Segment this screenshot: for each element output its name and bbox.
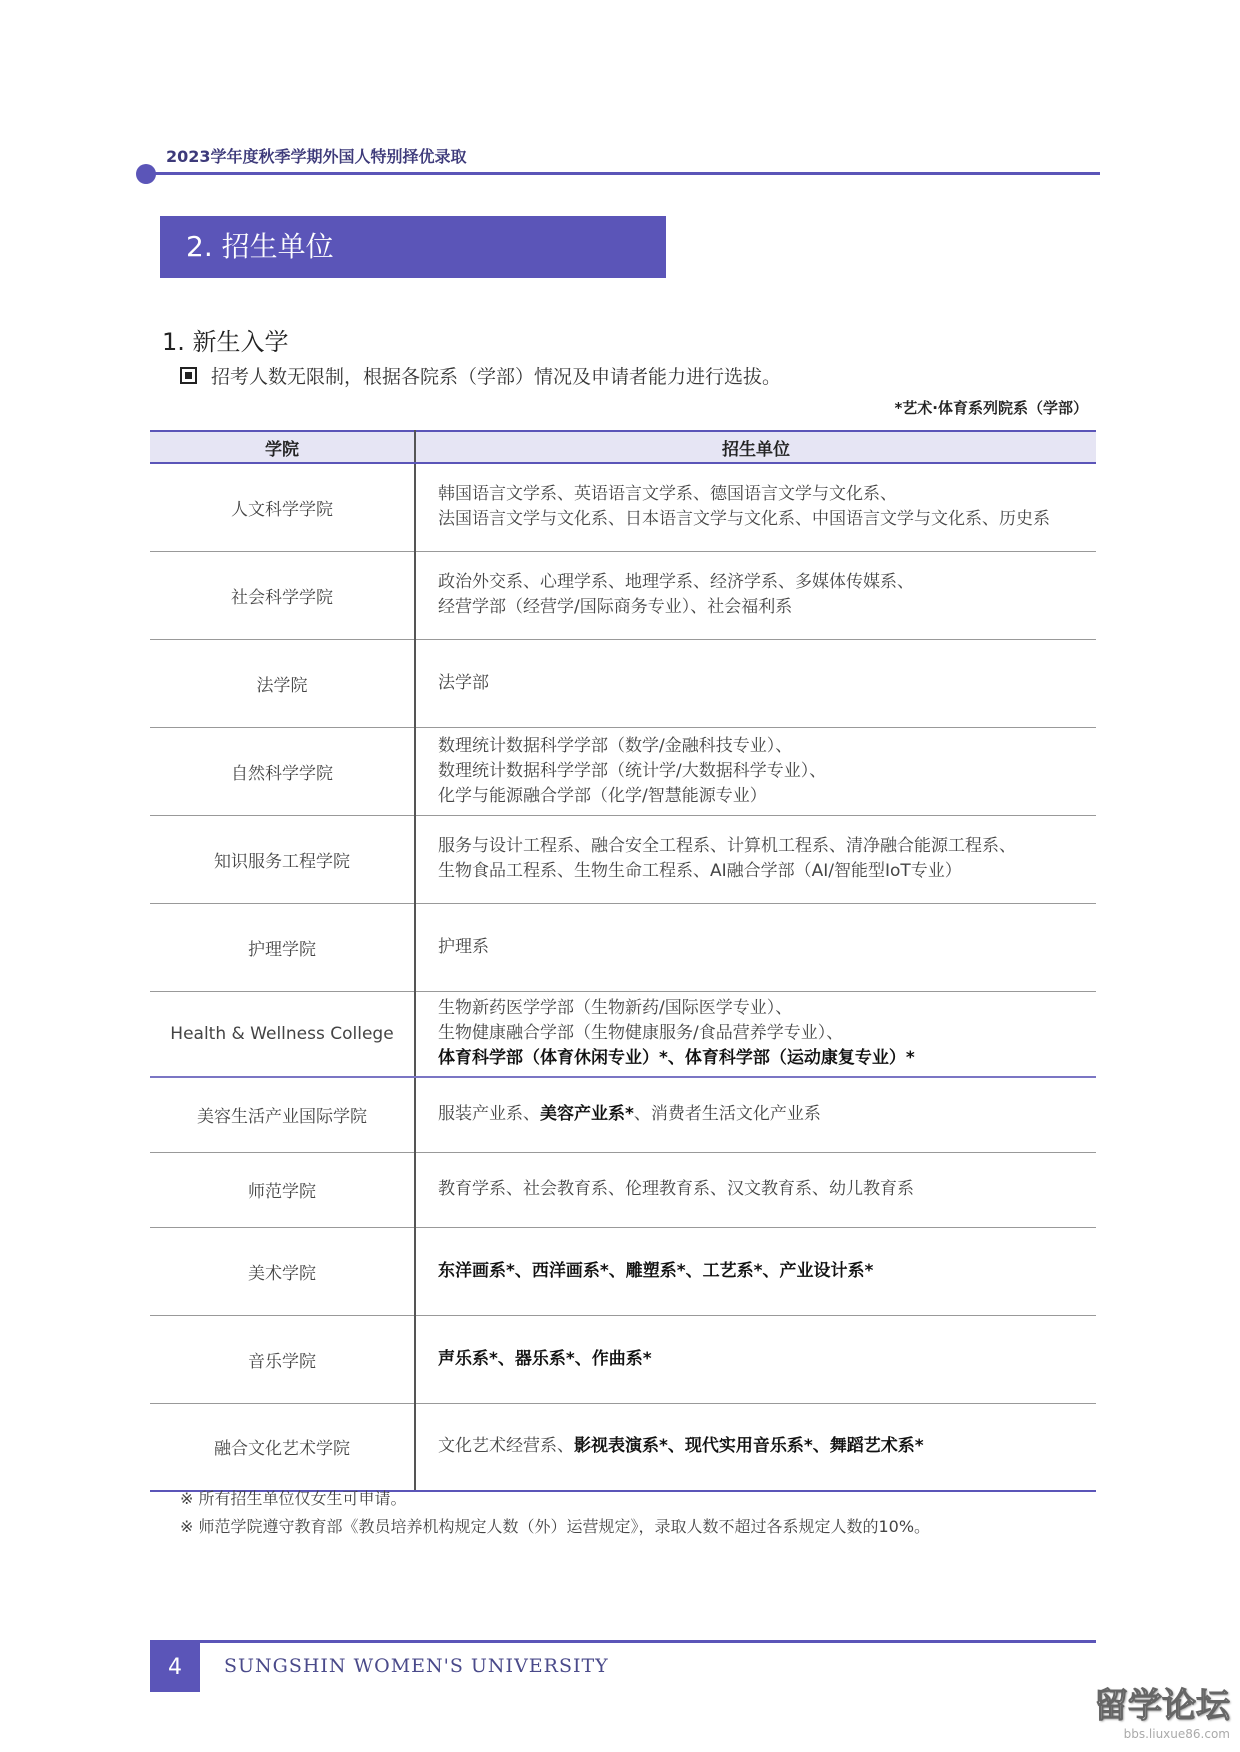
unit-text-art-sports: 声乐系*、器乐系*、作曲系* bbox=[438, 1348, 652, 1369]
college-cell: 自然科学学院 bbox=[150, 727, 415, 815]
unit-line bbox=[438, 1046, 1096, 1071]
header-rule bbox=[150, 172, 1100, 175]
art-sports-legend: *艺术·体育系列院系（学部） bbox=[894, 399, 1088, 417]
college-cell: Health & Wellness College bbox=[150, 991, 415, 1077]
units-cell bbox=[415, 1152, 1096, 1227]
unit-text: 服务与设计工程系、融合安全工程系、计算机工程系、清净融合能源工程系、 bbox=[438, 836, 1016, 856]
unit-text: 文化艺术经营系、 bbox=[438, 1436, 574, 1457]
square-bullet-icon bbox=[180, 367, 197, 384]
unit-line bbox=[438, 570, 1096, 595]
unit-text: 法学部 bbox=[438, 672, 489, 693]
unit-text: 化学与能源融合学部（化学/智慧能源专业） bbox=[438, 785, 767, 806]
table-row bbox=[150, 639, 1096, 727]
unit-text: 数理统计数据科学学部（数学/金融科技专业）、 bbox=[438, 735, 793, 756]
units-cell bbox=[415, 1077, 1096, 1152]
unit-line bbox=[438, 834, 1096, 859]
running-header-title: 2023学年度秋季学期外国人特别择优录取 bbox=[166, 147, 467, 166]
column-header-college: 学院 bbox=[150, 431, 415, 463]
unit-text: 韩国语言文学系、英语语言文学系、德国语言文学与文化系、 bbox=[438, 484, 897, 505]
unit-line bbox=[438, 671, 1096, 696]
unit-line bbox=[438, 859, 1096, 884]
college-cell: 师范学院 bbox=[150, 1152, 415, 1227]
column-header-units: 招生单位 bbox=[415, 431, 1096, 463]
table-row bbox=[150, 1403, 1096, 1491]
college-cell: 知识服务工程学院 bbox=[150, 815, 415, 903]
units-cell bbox=[415, 1403, 1096, 1491]
selection-note bbox=[180, 362, 781, 389]
unit-text: 生物健康融合学部（生物健康服务/食品营养学专业）、 bbox=[438, 1023, 844, 1044]
unit-line bbox=[438, 507, 1096, 532]
unit-line bbox=[438, 734, 1096, 759]
watermark-logo bbox=[1070, 1678, 1230, 1742]
units-cell bbox=[415, 1227, 1096, 1315]
unit-line bbox=[438, 482, 1096, 507]
table-row bbox=[150, 727, 1096, 815]
watermark-text: 留学论坛 bbox=[1094, 1686, 1230, 1726]
college-cell: 音乐学院 bbox=[150, 1315, 415, 1403]
unit-line bbox=[438, 1434, 1096, 1459]
unit-text: 服装产业系、 bbox=[438, 1104, 540, 1125]
unit-text-art-sports: 美容产业系* bbox=[540, 1104, 634, 1125]
units-cell bbox=[415, 815, 1096, 903]
unit-text: 、消费者生活文化产业系 bbox=[633, 1104, 821, 1125]
table-row bbox=[150, 991, 1096, 1077]
unit-text: 法国语言文学与文化系、日本语言文学与文化系、中国语言文学与文化系、历史系 bbox=[438, 509, 1050, 530]
unit-text: 数理统计数据科学学部（统计学/大数据科学专业）、 bbox=[438, 760, 827, 781]
units-cell bbox=[415, 463, 1096, 551]
table-row bbox=[150, 1315, 1096, 1403]
units-cell bbox=[415, 639, 1096, 727]
units-cell bbox=[415, 903, 1096, 991]
unit-line bbox=[438, 1177, 1096, 1202]
college-cell: 美容生活产业国际学院 bbox=[150, 1077, 415, 1152]
table-row bbox=[150, 815, 1096, 903]
footnote-teachers-college: ※ 师范学院遵守教育部《教员培养机构规定人数（外）运营规定》，录取人数不超过各系规定人数的10%。 bbox=[180, 1517, 931, 1536]
university-name: SUNGSHIN WOMEN'S UNIVERSITY bbox=[224, 1655, 609, 1677]
college-cell: 美术学院 bbox=[150, 1227, 415, 1315]
college-cell: 社会科学学院 bbox=[150, 551, 415, 639]
subsection-title: 1. 新生入学 bbox=[162, 328, 289, 356]
college-cell: 护理学院 bbox=[150, 903, 415, 991]
unit-line bbox=[438, 935, 1096, 960]
unit-line bbox=[438, 1259, 1096, 1284]
units-cell bbox=[415, 551, 1096, 639]
unit-line bbox=[438, 595, 1096, 620]
unit-line bbox=[438, 784, 1096, 809]
table-row bbox=[150, 1152, 1096, 1227]
footnote-women-only: ※ 所有招生单位仅女生可申请。 bbox=[180, 1489, 407, 1508]
college-cell: 法学院 bbox=[150, 639, 415, 727]
unit-text: 生物新药医学学部（生物新药/国际医学专业）、 bbox=[438, 998, 793, 1019]
footer-rule bbox=[150, 1640, 1096, 1643]
admission-units-table bbox=[150, 430, 1096, 1492]
college-cell: 人文科学学院 bbox=[150, 463, 415, 551]
unit-text-art-sports: 影视表演系*、现代实用音乐系*、舞蹈艺术系* bbox=[574, 1436, 924, 1457]
selection-note-text: 招考人数无限制，根据各院系（学部）情况及申请者能力进行选拔。 bbox=[211, 366, 782, 388]
unit-line bbox=[438, 1347, 1096, 1372]
unit-line bbox=[438, 996, 1096, 1021]
unit-text: 政治外交系、心理学系、地理学系、经济学系、多媒体传媒系、 bbox=[438, 572, 914, 592]
table-row bbox=[150, 903, 1096, 991]
table-row bbox=[150, 1227, 1096, 1315]
table-row bbox=[150, 551, 1096, 639]
watermark-url: bbs.liuxue86.com bbox=[1123, 1727, 1230, 1741]
unit-text: 经营学部（经营学/国际商务专业）、社会福利系 bbox=[438, 597, 793, 617]
unit-line bbox=[438, 759, 1096, 784]
unit-text: 教育学系、社会教育系、伦理教育系、汉文教育系、幼儿教育系 bbox=[438, 1179, 914, 1199]
units-cell bbox=[415, 1315, 1096, 1403]
page-number: 4 bbox=[150, 1640, 200, 1692]
table-row bbox=[150, 463, 1096, 551]
header-dot bbox=[136, 164, 156, 184]
unit-line bbox=[438, 1102, 1096, 1127]
unit-line bbox=[438, 1021, 1096, 1046]
college-cell: 融合文化艺术学院 bbox=[150, 1403, 415, 1491]
section-banner: 2. 招生单位 bbox=[160, 216, 666, 278]
unit-text-art-sports: 体育科学部（体育休闲专业）*、体育科学部（运动康复专业）* bbox=[438, 1048, 915, 1069]
unit-text: 生物食品工程系、生物生命工程系、AI融合学部（AI/智能型IoT专业） bbox=[438, 861, 962, 881]
unit-text: 护理系 bbox=[438, 936, 489, 957]
table-row bbox=[150, 1077, 1096, 1152]
unit-text-art-sports: 东洋画系*、西洋画系*、雕塑系*、工艺系*、产业设计系* bbox=[438, 1260, 874, 1281]
table-header-row bbox=[150, 431, 1096, 463]
units-cell bbox=[415, 727, 1096, 815]
units-cell bbox=[415, 991, 1096, 1077]
